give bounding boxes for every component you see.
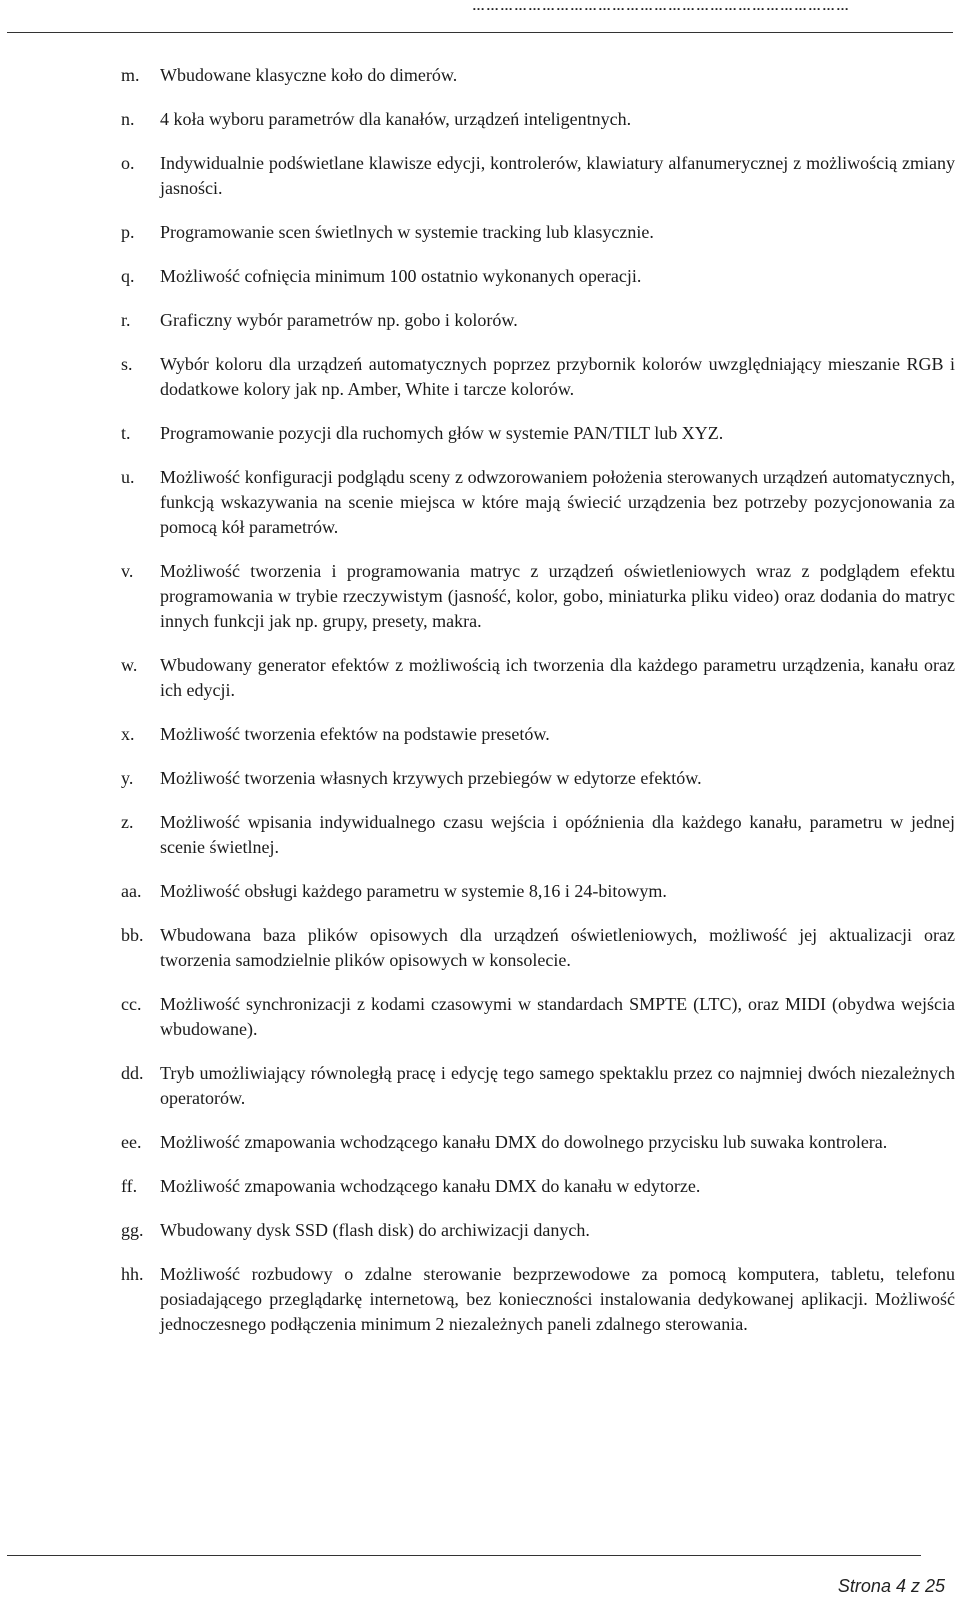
- requirements-list: [121, 63, 955, 1337]
- footer-rule: [7, 1555, 921, 1556]
- item-text: Możliwość tworzenia i programowania matryc z urządzeń oświetleniowych wraz z podglądem efektu programowania w trybie rzeczywistym (jasność, kolor, gobo, miniaturka pliku video) oraz dodania do matryc innych funkcji jak np. grupy, presety, makra.: [160, 561, 955, 631]
- header-rule: [7, 32, 953, 33]
- item-marker: gg.: [121, 1220, 144, 1240]
- item-text: Możliwość tworzenia efektów na podstawie presetów.: [160, 724, 550, 744]
- list-item: [121, 107, 955, 132]
- list-item: [121, 992, 955, 1042]
- item-text: Możliwość wpisania indywidualnego czasu wejścia i opóźnienia dla każdego kanału, parametru w jednej scenie świetlnej.: [160, 812, 955, 857]
- item-text: Możliwość rozbudowy o zdalne sterowanie bezprzewodowe za pomocą komputera, tabletu, telefonu posiadającego przeglądarkę internetową, bez konieczności instalowania dedykowanej aplikacji. Możliwość jednoczesnego podłączenia minimum 2 niezależnych paneli zdalnego sterowania.: [160, 1264, 955, 1334]
- list-item: [121, 653, 955, 703]
- item-text: Możliwość tworzenia własnych krzywych przebiegów w edytorze efektów.: [160, 768, 702, 788]
- item-marker: bb.: [121, 925, 144, 945]
- item-text: Możliwość zmapowania wchodzącego kanału DMX do kanału w edytorze.: [160, 1176, 701, 1196]
- list-item: [121, 1262, 955, 1337]
- list-item: [121, 220, 955, 245]
- item-text: Programowanie scen świetlnych w systemie tracking lub klasycznie.: [160, 222, 654, 242]
- list-item: [121, 264, 955, 289]
- item-text: Wbudowany generator efektów z możliwością ich tworzenia dla każdego parametru urządzenia, kanału oraz ich edycji.: [160, 655, 955, 700]
- item-text: Graficzny wybór parametrów np. gobo i kolorów.: [160, 310, 518, 330]
- item-text: 4 koła wyboru parametrów dla kanałów, urządzeń inteligentnych.: [160, 109, 632, 129]
- list-item: [121, 352, 955, 402]
- list-item: [121, 308, 955, 333]
- item-marker: u.: [121, 467, 135, 487]
- item-text: Możliwość synchronizacji z kodami czasowymi w standardach SMPTE (LTC), oraz MIDI (obydwa wejścia wbudowane).: [160, 994, 955, 1039]
- page-number: Strona 4 z 25: [837, 1576, 945, 1596]
- list-item: [121, 1174, 955, 1199]
- item-marker: t.: [121, 423, 131, 443]
- item-marker: o.: [121, 153, 135, 173]
- item-text: Możliwość zmapowania wchodzącego kanału DMX do dowolnego przycisku lub suwaka kontrolera.: [160, 1132, 888, 1152]
- item-text: Możliwość obsługi każdego parametru w systemie 8,16 i 24-bitowym.: [160, 881, 667, 901]
- item-marker: s.: [121, 354, 133, 374]
- item-text: Możliwość konfiguracji podglądu sceny z odwzorowaniem położenia sterowanych urządzeń automatycznych, funkcją wskazywania na scenie miejsca w które mają świecić urządzenia bez potrzeby pozycjonowania za pomocą kół parametrów.: [160, 467, 955, 537]
- list-item: [121, 722, 955, 747]
- item-marker: v.: [121, 561, 134, 581]
- item-marker: z.: [121, 812, 134, 832]
- item-text: Programowanie pozycji dla ruchomych głów w systemie PAN/TILT lub XYZ.: [160, 423, 724, 443]
- list-item: [121, 810, 955, 860]
- item-marker: r.: [121, 310, 131, 330]
- item-marker: dd.: [121, 1063, 144, 1083]
- item-marker: x.: [121, 724, 135, 744]
- list-item: [121, 923, 955, 973]
- list-item: [121, 879, 955, 904]
- item-text: Wbudowany dysk SSD (flash disk) do archiwizacji danych.: [160, 1220, 590, 1240]
- item-marker: hh.: [121, 1264, 144, 1284]
- item-marker: p.: [121, 222, 135, 242]
- list-item: [121, 465, 955, 540]
- item-text: Wbudowane klasyczne koło do dimerów.: [160, 65, 458, 85]
- list-item: [121, 63, 955, 88]
- item-text: Możliwość cofnięcia minimum 100 ostatnio wykonanych operacji.: [160, 266, 642, 286]
- item-text: Wybór koloru dla urządzeń automatycznych poprzez przybornik kolorów uwzględniający mieszanie RGB i dodatkowe kolory jak np. Amber, White i tarcze kolorów.: [160, 354, 955, 399]
- list-item: [121, 1130, 955, 1155]
- list-item: [121, 1218, 955, 1243]
- item-marker: cc.: [121, 994, 142, 1014]
- item-marker: aa.: [121, 881, 142, 901]
- item-marker: n.: [121, 109, 135, 129]
- item-marker: q.: [121, 266, 135, 286]
- list-item: [121, 559, 955, 634]
- item-marker: m.: [121, 65, 140, 85]
- item-text: Indywidualnie podświetlane klawisze edycji, kontrolerów, klawiatury alfanumerycznej z możliwością zmiany jasności.: [160, 153, 955, 198]
- list-item: [121, 151, 955, 201]
- item-marker: ff.: [121, 1176, 138, 1196]
- item-marker: ee.: [121, 1132, 142, 1152]
- list-item: [121, 1061, 955, 1111]
- item-text: Wbudowana baza plików opisowych dla urządzeń oświetleniowych, możliwość jej aktualizacji oraz tworzenia samodzielnie plików opisowych w konsolecie.: [160, 925, 955, 970]
- item-text: Tryb umożliwiający równoległą pracę i edycję tego samego spektaklu przez co najmniej dwóch niezależnych operatorów.: [160, 1063, 955, 1108]
- item-marker: y.: [121, 768, 134, 788]
- list-item: [121, 421, 955, 446]
- list-item: [121, 766, 955, 791]
- item-marker: w.: [121, 655, 138, 675]
- header-dots: ………………………………………………………………………: [472, 0, 850, 13]
